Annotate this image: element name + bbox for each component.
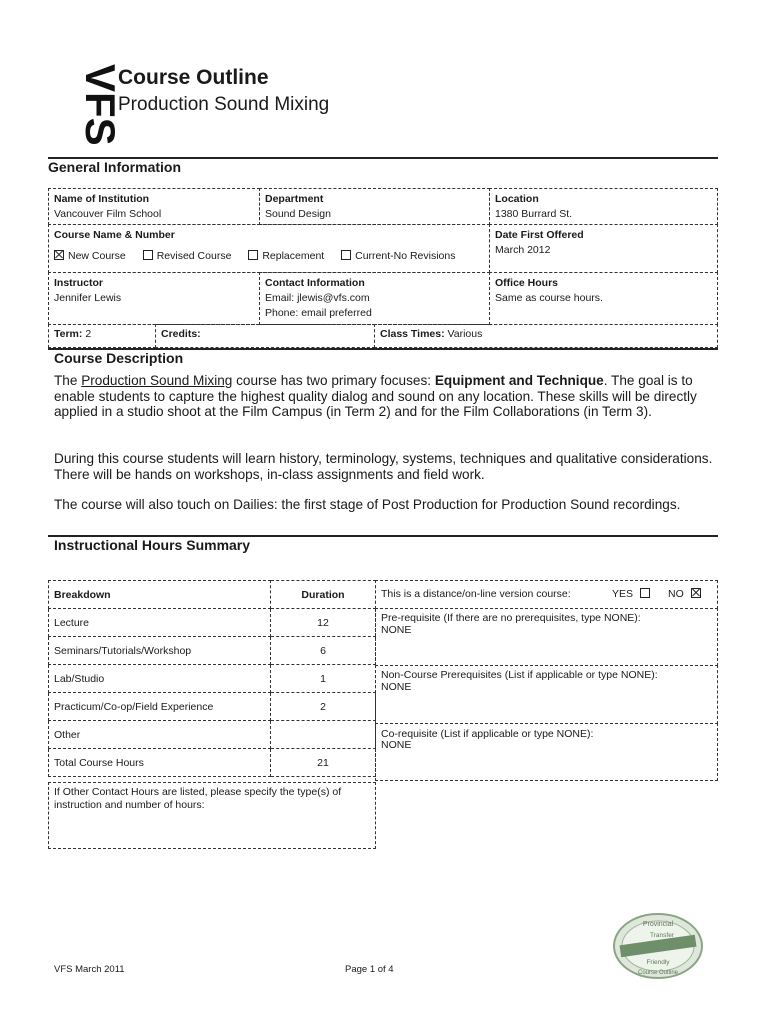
office-hours-cell [489, 272, 718, 325]
class-times-value: Various [447, 328, 483, 340]
institution-cell [48, 188, 260, 225]
divider [48, 157, 718, 159]
vfs-logo [42, 62, 124, 146]
option-replacement[interactable]: Replacement [248, 250, 324, 262]
coreq-value: NONE [381, 739, 412, 751]
date-offered-value: March 2012 [495, 244, 551, 256]
table-row: Practicum/Co-op/Field Experience 2 [49, 693, 376, 721]
page-number: Page 1 of 4 [345, 964, 394, 975]
institution-value: Vancouver Film School [54, 208, 162, 220]
distance-label: This is a distance/on-line version course: [381, 588, 571, 600]
contact-label: Contact Information [265, 277, 365, 289]
contact-cell [259, 272, 490, 325]
instructor-value: Jennifer Lewis [54, 292, 122, 304]
page-title: Course Outline [118, 66, 269, 89]
noncourse-cell [375, 665, 718, 724]
hours-table [48, 580, 376, 777]
svg-text:VFS: VFS [77, 64, 124, 146]
svg-text:Transfer: Transfer [650, 932, 674, 939]
description-paragraph-1: The Production Sound Mixing course has two primary focuses: Equipment and Technique. The goal is to enable students to capture the highest quality dialog and sound on any location. These skills will be directly applied in a studio shoot at the Film Campus (in Term 2) and for the Film Collaborations (in Term 3). [54, 373, 697, 419]
svg-text:Friendly: Friendly [646, 959, 670, 966]
course-name-link: Production Sound Mixing [81, 373, 233, 388]
checkbox-icon[interactable] [143, 250, 153, 260]
term-value: 2 [85, 328, 92, 340]
col-duration: Duration [271, 581, 376, 609]
option-revised-course[interactable]: Revised Course [143, 250, 232, 262]
svg-text:Provincial: Provincial [642, 921, 674, 928]
department-label: Department [265, 193, 324, 205]
location-label: Location [495, 193, 539, 205]
department-cell [259, 188, 490, 225]
prereq-cell [375, 608, 718, 666]
distance-yes[interactable]: YES [612, 584, 654, 604]
noncourse-label: Non-Course Prerequisites (List if applicable or type NONE): [381, 669, 658, 681]
col-breakdown: Breakdown [49, 581, 271, 609]
course-type-options [54, 250, 484, 262]
checkbox-icon[interactable] [341, 250, 351, 260]
option-new-course[interactable]: New Course [54, 250, 126, 262]
table-row: Other [49, 721, 376, 749]
distance-cell [375, 580, 718, 609]
description-paragraph-2: During this course students will learn history, terminology, systems, techniques and qualitative considerations. There will be hands on workshops, in-class assignments and field work. [54, 451, 713, 482]
department-value: Sound Design [265, 208, 331, 220]
location-cell [489, 188, 718, 225]
svg-text:Course Outline: Course Outline [637, 970, 679, 976]
general-heading: General Information [48, 159, 182, 175]
class-times-cell [374, 324, 718, 348]
table-row: Total Course Hours 21 [49, 749, 376, 777]
term-cell [48, 324, 156, 348]
description-heading: Course Description [54, 350, 184, 366]
credits-cell [155, 324, 375, 348]
checkbox-icon[interactable] [640, 588, 650, 598]
instructor-label: Instructor [54, 277, 104, 289]
checkbox-checked-icon[interactable] [54, 250, 64, 260]
course-name-label: Course Name & Number [54, 229, 175, 241]
table-header-row [49, 581, 376, 609]
office-hours-value: Same as course hours. [495, 292, 603, 304]
prereq-label: Pre-requisite (If there are no prerequisites, type NONE): [381, 612, 641, 624]
table-row: Lecture 12 [49, 609, 376, 637]
credits-label: Credits: [161, 328, 201, 340]
location-value: 1380 Burrard St. [495, 208, 573, 220]
date-offered-label: Date First Offered [495, 229, 584, 241]
contact-phone: Phone: email preferred [265, 307, 372, 319]
distance-no[interactable]: NO [668, 584, 705, 604]
class-times-label: Class Times: [380, 328, 445, 340]
checkbox-icon[interactable] [248, 250, 258, 260]
prereq-value: NONE [381, 624, 412, 636]
table-row: Seminars/Tutorials/Workshop 6 [49, 637, 376, 665]
option-current-no-revisions[interactable]: Current-No Revisions [341, 250, 455, 262]
coreq-label: Co-requisite (List if applicable or type NONE): [381, 728, 594, 740]
footer-date: VFS March 2011 [54, 964, 125, 975]
page-subtitle: Production Sound Mixing [118, 94, 330, 115]
instructor-cell [48, 272, 260, 325]
other-hours-note: If Other Contact Hours are listed, please specify the type(s) of instruction and number of hours: [48, 782, 376, 849]
institution-label: Name of Institution [54, 193, 150, 205]
course-name-cell [48, 224, 490, 273]
transfer-friendly-seal-icon [612, 912, 704, 980]
checkbox-checked-icon[interactable] [691, 588, 701, 598]
description-paragraph-3: The course will also touch on Dailies: the first stage of Post Production for Production Sound recordings. [54, 497, 681, 512]
coreq-cell [375, 723, 718, 781]
term-label: Term: [54, 328, 83, 340]
date-offered-cell [489, 224, 718, 273]
noncourse-value: NONE [381, 681, 412, 693]
hours-heading: Instructional Hours Summary [54, 537, 251, 553]
office-hours-label: Office Hours [495, 277, 559, 289]
contact-email: Email: jlewis@vfs.com [265, 292, 370, 304]
table-row: Lab/Studio 1 [49, 665, 376, 693]
